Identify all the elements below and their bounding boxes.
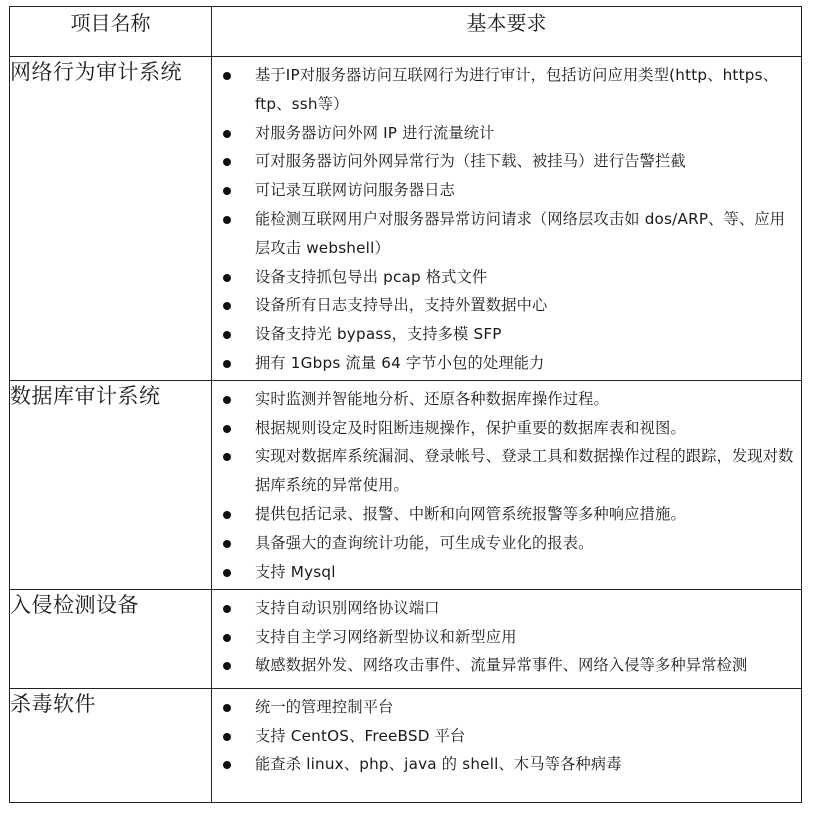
table-row [10, 380, 802, 589]
header-project-name: 项目名称 [10, 7, 212, 57]
requirements-list [212, 381, 801, 589]
list-item [212, 320, 797, 349]
bullet-icon [223, 158, 231, 166]
list-item [212, 263, 797, 292]
bullet-icon [223, 634, 231, 642]
bullet-icon [223, 569, 231, 577]
project-name: 数据库审计系统 [10, 380, 212, 589]
requirements-cell [212, 57, 802, 381]
bullet-icon [223, 360, 231, 368]
requirement-text: 设备支持抓包导出 pcap 格式文件 [255, 267, 488, 286]
bullet-icon [223, 331, 231, 339]
requirement-text: 设备支持光 bypass，支持多模 SFP [255, 325, 502, 344]
list-item [212, 176, 797, 205]
project-name: 杀毒软件 [10, 688, 212, 802]
list-item [212, 442, 797, 500]
requirement-text: 能查杀 linux、php、java 的 shell、木马等各种病毒 [255, 755, 622, 774]
list-item [212, 205, 797, 263]
list-item [212, 500, 797, 529]
requirement-text: 具备强大的查询统计功能，可生成专业化的报表。 [255, 533, 594, 552]
bullet-icon [223, 130, 231, 138]
bullet-icon [223, 733, 231, 741]
requirement-text: 敏感数据外发、网络攻击事件、流量异常事件、网络入侵等多种异常检测 [255, 656, 748, 675]
bullet-icon [223, 704, 231, 712]
bullet-icon [223, 453, 231, 461]
requirement-text: 支持 Mysql [255, 562, 336, 581]
requirement-text: 支持 CentOS、FreeBSD 平台 [255, 726, 466, 745]
requirement-text: 设备所有日志支持导出，支持外置数据中心 [255, 296, 548, 315]
bullet-icon [223, 187, 231, 195]
header-basic-requirements: 基本要求 [212, 7, 802, 57]
list-item [212, 349, 797, 378]
list-item [212, 750, 797, 779]
list-item [212, 623, 797, 652]
list-item [212, 693, 797, 722]
table-row [10, 688, 802, 802]
bullet-icon [223, 396, 231, 404]
bullet-icon [223, 662, 231, 670]
requirement-text: 支持自动识别网络协议端口 [255, 598, 440, 617]
requirements-cell [212, 589, 802, 688]
bullet-icon [223, 761, 231, 769]
requirement-text: 支持自主学习网络新型协议和新型应用 [255, 627, 517, 646]
requirements-list [212, 590, 801, 682]
list-item [212, 651, 797, 680]
header-row [10, 7, 802, 57]
list-item [212, 61, 797, 119]
list-item [212, 722, 797, 751]
requirements-list [212, 689, 801, 781]
table-row [10, 57, 802, 381]
requirement-text: 能检测互联网用户对服务器异常访问请求（网络层攻击如 dos/ARP、等、应用层攻击 webshell） [255, 209, 786, 257]
requirements-cell [212, 380, 802, 589]
bullet-icon [223, 605, 231, 613]
bullet-icon [223, 72, 231, 80]
list-item [212, 291, 797, 320]
requirement-text: 实时监测并智能地分析、还原各种数据库操作过程。 [255, 389, 609, 408]
requirement-text: 实现对数据库系统漏洞、登录帐号、登录工具和数据操作过程的跟踪，发现对数据库系统的异常使用。 [255, 447, 794, 495]
list-item [212, 529, 797, 558]
list-item [212, 414, 797, 443]
list-item [212, 385, 797, 414]
list-item [212, 558, 797, 587]
requirement-text: 提供包括记录、报警、中断和向网管系统报警等多种响应措施。 [255, 504, 686, 523]
bullet-icon [223, 511, 231, 519]
bullet-icon [223, 540, 231, 548]
bullet-icon [223, 425, 231, 433]
requirement-text: 根据规则设定及时阻断违规操作，保护重要的数据库表和视图。 [255, 418, 686, 437]
requirement-text: 可记录互联网访问服务器日志 [255, 181, 456, 200]
requirement-text: 统一的管理控制平台 [255, 697, 394, 716]
project-name: 入侵检测设备 [10, 589, 212, 688]
requirement-text: 基于IP对服务器访问互联网行为进行审计，包括访问应用类型(http、https、ftp、ssh等） [255, 66, 779, 113]
list-item [212, 147, 797, 176]
table-row [10, 589, 802, 688]
bullet-icon [223, 274, 231, 282]
requirement-text: 拥有 1Gbps 流量 64 字节小包的处理能力 [255, 353, 545, 372]
requirements-list [212, 57, 801, 380]
list-item [212, 594, 797, 623]
bullet-icon [223, 302, 231, 310]
project-name: 网络行为审计系统 [10, 57, 212, 381]
requirement-text: 对服务器访问外网 IP 进行流量统计 [255, 123, 495, 142]
requirements-table [9, 6, 802, 803]
requirements-cell [212, 688, 802, 802]
bullet-icon [223, 216, 231, 224]
requirement-text: 可对服务器访问外网异常行为（挂下载、被挂马）进行告警拦截 [255, 152, 686, 171]
list-item [212, 119, 797, 148]
